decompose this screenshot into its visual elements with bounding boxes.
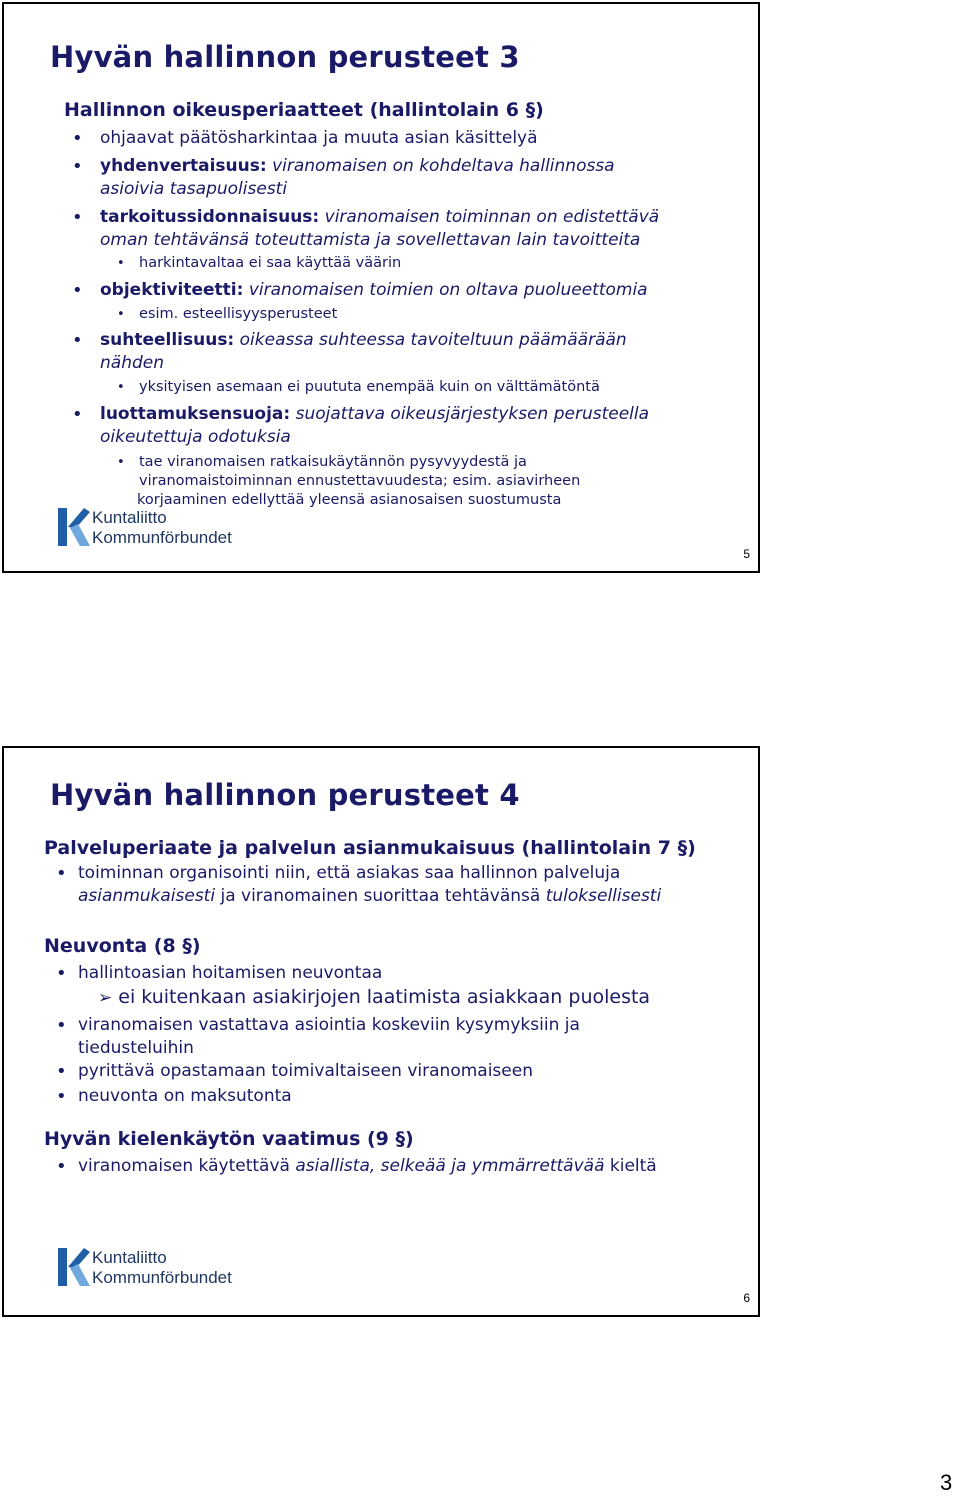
- slide-number: 5: [743, 547, 750, 561]
- arrow-list-item: ➢ ei kuitenkaan asiakirjojen laatimista asiakkaan puolesta: [98, 986, 651, 1008]
- page-number: 3: [940, 1470, 953, 1495]
- section-heading: Palveluperiaate ja palvelun asianmukaisuus (hallintolain 7 §): [44, 837, 696, 859]
- list-item: • ohjaavat päätösharkintaa ja muuta asian käsittelyä: [100, 127, 538, 150]
- section-heading: Hyvän kielenkäytön vaatimus (9 §): [44, 1128, 414, 1150]
- list-item: • pyrittävä opastamaan toimivaltaiseen viranomaiseen: [78, 1060, 533, 1083]
- list-item: • objektiviteetti: viranomaisen toimien on oltava puolueettomia: [100, 279, 648, 302]
- list-item: • viranomaisen käytettävä asiallista, selkeää ja ymmärrettävää kieltä: [78, 1155, 657, 1178]
- kuntaliitto-logo: [56, 506, 246, 550]
- logo-line-1: Kuntaliitto: [92, 1248, 167, 1267]
- arrow-bullet-icon: ➢: [98, 988, 113, 1008]
- kuntaliitto-k-icon: [56, 1246, 90, 1288]
- list-item: • toiminnan organisointi niin, että asiakas saa hallinnon palveluja asianmukaisesti ja viranomainen suorittaa tehtävänsä tuloksellisesti: [78, 862, 661, 908]
- sub-list-item: • tae viranomaisen ratkaisukäytännön pysyvyydestä ja viranomaistoiminnan ennustettavuudesta; esim. asiavirheen korjaaminen edellyttää yleensä asianosaisen suostumusta: [139, 453, 580, 510]
- logo-line-1: Kuntaliitto: [92, 508, 167, 527]
- kuntaliitto-logo: [56, 1246, 246, 1290]
- list-item: • yhdenvertaisuus: viranomaisen on kohdeltava hallinnossa asioivia tasapuolisesti: [100, 155, 615, 201]
- sub-list-item: • yksityisen asemaan ei puututa enempää kuin on välttämätöntä: [139, 378, 600, 397]
- section-heading: Hallinnon oikeusperiaatteet (hallintolain 6 §): [64, 99, 544, 121]
- list-item: • viranomaisen vastattava asiointia koskeviin kysymyksiin ja tiedusteluihin: [78, 1014, 580, 1060]
- slide-title: Hyvän hallinnon perusteet 3: [50, 40, 520, 74]
- list-item: • tarkoitussidonnaisuus: viranomaisen toiminnan on edistettävä oman tehtävänsä toteuttamista ja sovellettavan lain tavoitteita: [100, 206, 659, 252]
- slide-title: Hyvän hallinnon perusteet 4: [50, 778, 520, 812]
- list-item: • suhteellisuus: oikeassa suhteessa tavoiteltuun päämäärään nähden: [100, 329, 627, 375]
- kuntaliitto-k-icon: [56, 506, 90, 548]
- section-heading: Neuvonta (8 §): [44, 935, 201, 957]
- slide-6: [2, 746, 760, 1317]
- slide-number: 6: [743, 1291, 750, 1305]
- list-item: • neuvonta on maksutonta: [78, 1085, 292, 1108]
- sub-list-item: • harkintavaltaa ei saa käyttää väärin: [139, 254, 401, 273]
- list-item: • hallintoasian hoitamisen neuvontaa: [78, 962, 382, 985]
- logo-line-2: Kommunförbundet: [92, 1268, 232, 1287]
- list-item: • luottamuksensuoja: suojattava oikeusjärjestyksen perusteella oikeutettuja odotuksia: [100, 403, 649, 449]
- logo-line-2: Kommunförbundet: [92, 528, 232, 547]
- sub-list-item: • esim. esteellisyysperusteet: [139, 305, 337, 324]
- slide-5: [2, 2, 760, 573]
